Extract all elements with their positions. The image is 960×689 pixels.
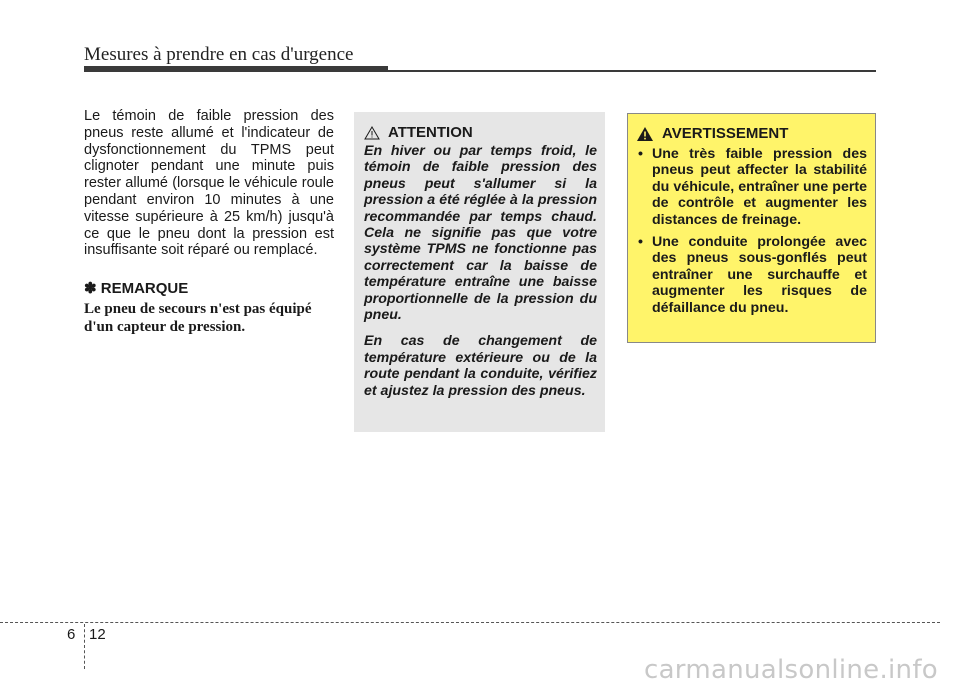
remark-text: Le pneu de secours n'est pas équipé d'un capteur de pression. <box>84 301 312 336</box>
caution-paragraph: En hiver ou par temps froid, le témoin de faible pression des pneus peut s'allumer si la pression a été réglée à la pression recommandée par temps chaud. Cela ne signifie pas que votre système TPMS ne fonctionne pas correctement car la baisse de température entraîne une baisse proportionnelle de la pression du pneu. <box>364 143 597 324</box>
page-number: 12 <box>89 626 106 643</box>
main-text-column <box>84 108 334 336</box>
caution-title-row <box>364 124 597 141</box>
watermark: carmanualsonline.info <box>643 655 938 685</box>
warning-triangle-filled-icon <box>636 126 654 142</box>
section-number: 6 <box>67 626 76 643</box>
header-rule-thin <box>84 70 876 72</box>
warning-list <box>636 146 867 316</box>
caution-title: ATTENTION <box>388 124 473 141</box>
warning-box <box>627 113 876 343</box>
footer-dashed-rule <box>0 622 940 623</box>
warning-list-item: • Une très faible pression des pneus peut affecter la stabilité du véhicule, entraîner une perte de contrôle et augmenter les distances de freinage. <box>636 146 867 228</box>
remark-heading: ✽ REMARQUE <box>84 280 189 298</box>
caution-box <box>354 112 605 432</box>
warning-title-row <box>636 125 867 142</box>
tpms-paragraph: Le témoin de faible pression des pneus reste allumé et l'indicateur de dysfonctionnement du TPMS peut clignoter pendant une minute puis rester allumé (lorsque le véhicule roule pendant environ 10 minutes à une vitesse supérieure à 25 km/h) jusqu'à ce que le pneu dont la pression est insuffisante soit réparé ou remplacé. <box>84 108 334 259</box>
caution-triangle-outline-icon <box>364 126 380 140</box>
warning-list-item: • Une conduite prolongée avec des pneus sous-gonflés peut entraîner une surchauffe et augmenter les risques de défaillance du pneu. <box>636 234 867 316</box>
footer-vertical-dashed-rule <box>84 624 85 669</box>
page-header-title: Mesures à prendre en cas d'urgence <box>84 44 354 65</box>
caution-paragraph: En cas de changement de température extérieure ou de la route pendant la conduite, vérifiez et ajustez la pression des pneus. <box>364 333 597 399</box>
warning-title: AVERTISSEMENT <box>662 125 789 142</box>
